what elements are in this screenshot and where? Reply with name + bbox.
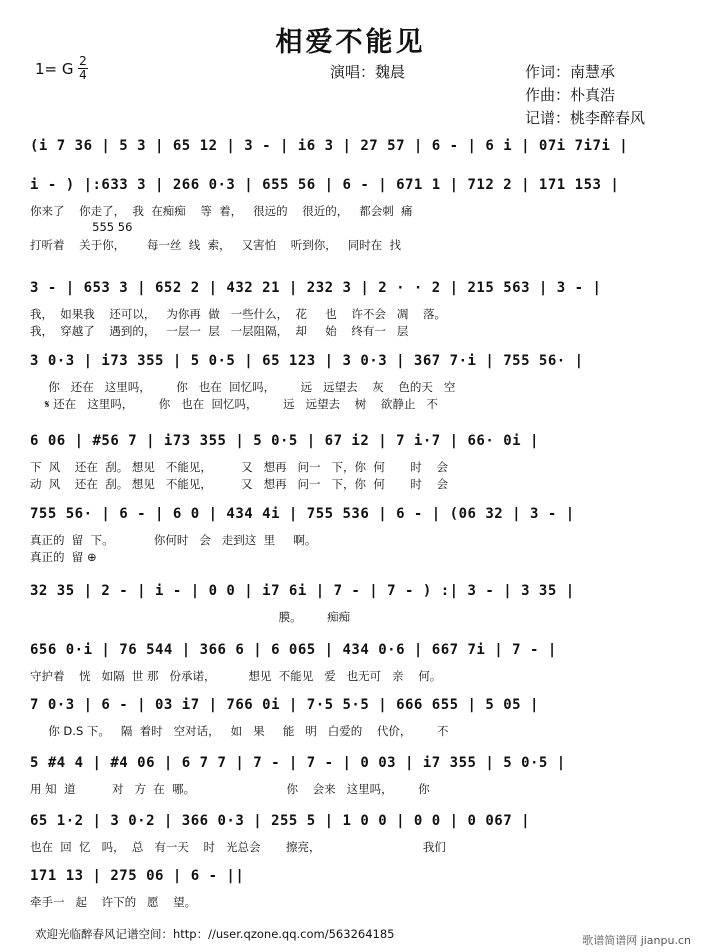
lyric-line: 你 D.S 下。 隔 着时 空对话， 如 果 能 明 白爱的 代价， 不: [30, 724, 449, 738]
lyric-line: 真正的 留 下。 你何时 会 走到这 里 啊。: [30, 533, 317, 547]
notation-row: 656 0·i | 76 544 | 366 6 | 6 065 | 434 0·6 | 667 7i | 7 - |: [30, 642, 557, 658]
time-denominator: 4: [79, 68, 87, 82]
lyric-line: 动 风 还在 刮。 想见 不能见， 又 想再 问一 下，你 何 时 会: [30, 477, 449, 491]
lyric-line: 下 风 还在 刮。 想见 不能见， 又 想再 问一 下，你 何 时 会: [30, 460, 449, 474]
notation-row: 171 13 | 275 06 | 6 - ||: [30, 868, 245, 884]
notation-row: 3 - | 653 3 | 652 2 | 432 21 | 232 3 | 2 · · 2 | 215 563 | 3 - |: [30, 280, 602, 296]
lyric-line: 𝄋 还在 这里吗， 你 也在 回忆吗， 远 远望去 树 欲静止 不: [30, 397, 438, 411]
lyric-line: 也在 回 忆 吗， 总 有一天 时 光总会 擦亮， 我们: [30, 840, 446, 854]
lyric-line: 打听着 关于你， 每一丝 线 索， 又害怕 听到你， 同时在 找: [30, 238, 402, 252]
key-signature: 1= G: [35, 60, 74, 78]
singer-credit: 演唱：魏晨: [330, 63, 406, 81]
page-title: 相爱不能见: [275, 27, 426, 58]
lyric-line: 真正的 留 ⊕: [30, 550, 97, 564]
composer-credit: 作曲：朴真浩: [525, 86, 616, 104]
lyric-line: 我， 如果我 还可以， 为你再 做 一些什么， 花 也 许不会 凋 落。: [30, 307, 446, 321]
notation-row: 7 0·3 | 6 - | 03 i7 | 766 0i | 7·5 5·5 | 666 655 | 5 05 |: [30, 697, 539, 713]
notation-row: 32 35 | 2 - | i - | 0 0 | i7 6i | 7 - | 7 - ) :| 3 - | 3 35 |: [30, 583, 575, 599]
lyric-line: 我， 穿越了 遇到的， 一层一 层 一层阻隔， 却 始 终有一 层: [30, 324, 409, 338]
lyric-line: 你 还在 这里吗， 你 也在 回忆吗， 远 远望去 灰 色的天 空: [30, 380, 456, 394]
lyric-line: 牵手一 起 许下的 愿 望。: [30, 895, 197, 909]
watermark: 歌谱简谱网 jianpu.cn: [582, 934, 691, 947]
time-numerator: 2: [79, 54, 87, 68]
notation-row: 6 06 | #56 7 | i73 355 | 5 0·5 | 67 i2 | 7 i·7 | 66· 0i |: [30, 433, 539, 449]
notation-row: 65 1·2 | 3 0·2 | 366 0·3 | 255 5 | 1 0 0 | 0 0 | 0 067 |: [30, 813, 531, 829]
time-signature: [78, 55, 88, 82]
notation-row: (i 7 36 | 5 3 | 65 12 | 3 - | i6 3 | 27 57 | 6 - | 6 i | 07i 7i7i |: [30, 138, 629, 154]
notation-row: i - ) |:633 3 | 266 0·3 | 655 56 | 6 - | 671 1 | 712 2 | 171 153 |: [30, 177, 620, 193]
notation-row: 3 0·3 | i73 355 | 5 0·5 | 65 123 | 3 0·3 | 367 7·i | 755 56· |: [30, 353, 584, 369]
lyric-line: 膜。 痴痴: [30, 610, 351, 624]
lyric-line: 你来了 你走了， 我 在痴痴 等 着， 很远的 很近的， 都会刺 痛: [30, 204, 413, 218]
transcriber-credit: 记谱：桃李醉春风: [525, 109, 646, 127]
lyric-line: 守护着 恍 如隔 世 那 份承诺， 想见 不能见 爱 也无可 亲 何。: [30, 669, 442, 683]
lyric-line: 用 知 道 对 方 在 哪。 你 会来 这里吗， 你: [30, 782, 430, 796]
lyric-line: 555 56: [30, 220, 133, 234]
lyricist-credit: 作词：南慧承: [525, 63, 616, 81]
footer-text: 欢迎光临醉春风记谱空间：http：//user.qzone.qq.com/563264185: [35, 927, 395, 941]
notation-row: 5 #4 4 | #4 06 | 6 7 7 | 7 - | 7 - | 0 03 | i7 355 | 5 0·5 |: [30, 755, 566, 771]
notation-row: 755 56· | 6 - | 6 0 | 434 4i | 755 536 | 6 - | (06 32 | 3 - |: [30, 506, 575, 522]
